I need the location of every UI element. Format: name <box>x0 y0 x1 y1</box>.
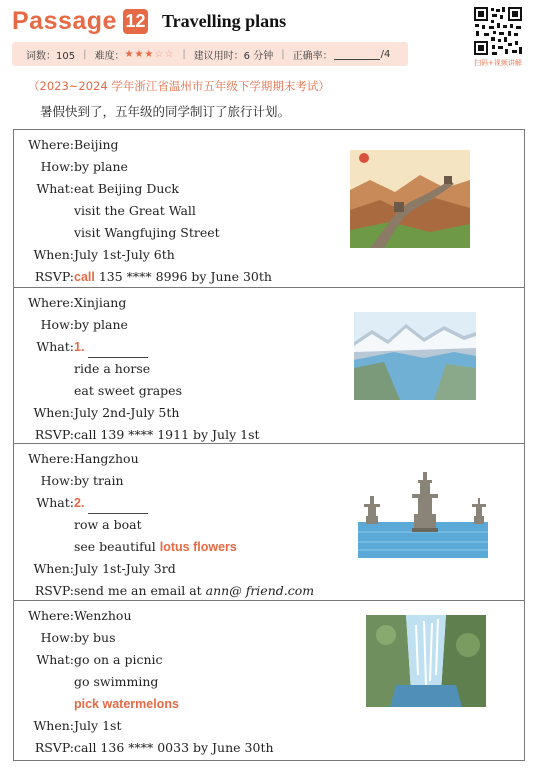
rsvp-prefix: send me an email at <box>74 583 206 598</box>
passage-header <box>12 6 286 36</box>
when-label: When: <box>33 405 74 420</box>
plan-beijing <box>14 130 524 287</box>
star-icon: ★ <box>134 48 145 60</box>
how-value: by plane <box>74 159 128 174</box>
what-item: go swimming <box>74 674 159 689</box>
accuracy-label: 正确率： <box>292 50 333 62</box>
star-icon: ★ <box>124 48 135 60</box>
what-label: What: <box>36 339 74 354</box>
west-lake-pagodas-image <box>358 466 488 562</box>
rsvp-highlight: call <box>74 270 95 284</box>
rsvp-label: RSVP: <box>34 740 74 755</box>
difficulty-stars <box>124 49 174 60</box>
when-value: July 2nd-July 5th <box>74 405 180 420</box>
rsvp-value <box>74 266 272 288</box>
plan-hangzhou <box>14 443 524 601</box>
how-label: How: <box>40 159 74 174</box>
what-item: row a boat <box>74 517 142 532</box>
rsvp-rest: 135 **** 8996 by June 30th <box>94 269 272 284</box>
star-icon: ★ <box>144 48 155 60</box>
what-label: What: <box>36 181 74 196</box>
what-item: visit Wangfujing Street <box>74 225 220 240</box>
what-item: ride a horse <box>74 361 151 376</box>
source-note: （2023~2024 学年浙江省温州市五年级下学期期末考试） <box>28 79 330 93</box>
rsvp-label: RSVP: <box>34 583 74 598</box>
star-outline-icon: ☆ <box>164 48 175 60</box>
when-label: When: <box>33 718 74 733</box>
intro-text: 暑假快到了，五年级的同学制订了旅行计划。 <box>40 104 291 119</box>
what-prefix: see beautiful <box>74 539 160 554</box>
accuracy-blank[interactable] <box>334 49 380 60</box>
accuracy-total: /4 <box>380 48 391 60</box>
info-bar: 词数：105 | 难度： ★★★☆☆ | 建议用时：6 分钟 | 正确率： /4 <box>12 42 408 66</box>
where-label: Where: <box>28 451 74 466</box>
where-value: Beijing <box>74 137 119 152</box>
where-label: Where: <box>28 295 74 310</box>
rsvp-value: call 136 **** 0033 by June 30th <box>74 740 274 755</box>
difficulty-label: 难度： <box>94 50 125 62</box>
where-label: Where: <box>28 137 74 152</box>
when-value: July 1st-July 6th <box>74 247 175 262</box>
plan-wenzhou <box>14 600 524 761</box>
what-highlight: pick watermelons <box>74 697 179 711</box>
travel-plans-table <box>13 129 525 761</box>
question-1 <box>74 336 148 358</box>
answer-blank-2[interactable] <box>88 499 148 514</box>
word-count: 词数：105 <box>26 50 76 62</box>
where-value: Xinjiang <box>74 295 127 310</box>
where-value: Hangzhou <box>74 451 139 466</box>
question-number: 2. <box>74 496 85 510</box>
what-item: go on a picnic <box>74 652 163 667</box>
rsvp-label: RSVP: <box>34 269 74 284</box>
great-wall-image <box>350 150 470 248</box>
what-highlight: lotus flowers <box>159 540 237 554</box>
suggested-time: 建议用时：6 分钟 <box>193 50 274 62</box>
what-label: What: <box>36 652 74 667</box>
what-label: What: <box>36 495 74 510</box>
when-label: When: <box>33 561 74 576</box>
rsvp-label: RSVP: <box>34 427 74 442</box>
what-item: eat sweet grapes <box>74 383 182 398</box>
question-2 <box>74 492 148 514</box>
when-value: July 1st-July 3rd <box>74 561 176 576</box>
how-value: by train <box>74 473 124 488</box>
xinjiang-lake-image <box>354 312 476 400</box>
what-item <box>74 536 237 558</box>
passage-number-badge: 12 <box>123 9 148 34</box>
question-number: 1. <box>74 340 85 354</box>
qr-caption: 扫码+视频讲解 <box>474 59 522 67</box>
star-outline-icon: ☆ <box>154 48 165 60</box>
when-label: When: <box>33 247 74 262</box>
how-label: How: <box>40 473 74 488</box>
what-item: eat Beijing Duck <box>74 181 179 196</box>
qr-code-icon[interactable] <box>472 5 524 57</box>
passage-word: Passage <box>12 6 117 35</box>
waterfall-image <box>366 615 486 707</box>
when-value: July 1st <box>74 718 122 733</box>
where-label: Where: <box>28 608 74 623</box>
how-value: by plane <box>74 317 128 332</box>
how-label: How: <box>40 630 74 645</box>
what-item: visit the Great Wall <box>74 203 196 218</box>
rsvp-value: call 139 **** 1911 by July 1st <box>74 427 260 442</box>
how-value: by bus <box>74 630 116 645</box>
how-label: How: <box>40 317 74 332</box>
answer-blank-1[interactable] <box>88 343 148 358</box>
rsvp-value <box>74 580 314 602</box>
passage-title: Travelling plans <box>161 10 287 31</box>
where-value: Wenzhou <box>74 608 132 623</box>
plan-xinjiang <box>14 287 524 444</box>
rsvp-email[interactable]: ann@ friend.com <box>205 583 315 598</box>
